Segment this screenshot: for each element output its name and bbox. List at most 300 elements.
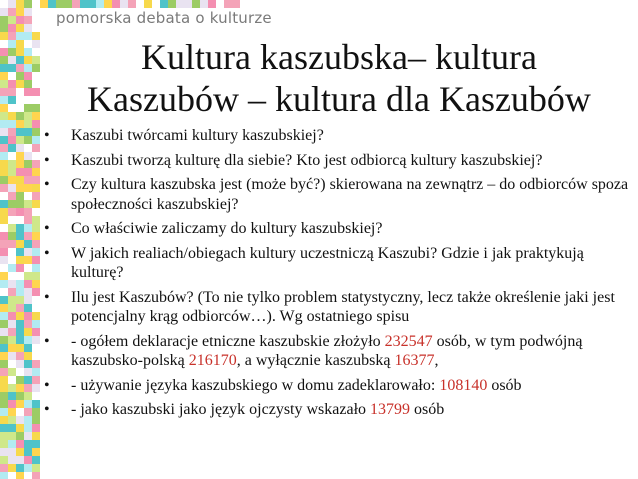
mosaic-tile [32,304,40,312]
mosaic-tile [32,72,40,80]
mosaic-tile [16,288,24,296]
mosaic-tile [32,320,40,328]
mosaic-tile [8,224,16,232]
mosaic-tile [0,448,8,456]
bullet-item [44,244,630,283]
mosaic-tile [240,0,248,8]
mosaic-tile [216,0,224,8]
mosaic-tile [224,0,232,8]
mosaic-tile [32,128,40,136]
mosaic-tile [0,104,8,112]
mosaic-tile [8,208,16,216]
mosaic-tile [24,192,32,200]
census-number-ethnic-total: 232547 [384,332,433,350]
mosaic-tile [32,200,40,208]
bullet-text [71,333,582,370]
mosaic-tile [32,120,40,128]
mosaic-tile [32,328,40,336]
slide-title-line-2: Kaszubów – kultura dla Kaszubów [87,79,591,119]
mosaic-tile [24,176,32,184]
mosaic-tile [16,408,24,416]
mosaic-tile [8,192,16,200]
mosaic-tile [32,280,40,288]
mosaic-tile [24,320,32,328]
mosaic-tile [16,360,24,368]
mosaic-tile [0,296,8,304]
bullet-item [44,175,630,214]
mosaic-tile [8,280,16,288]
mosaic-tile [16,376,24,384]
mosaic-tile [32,464,40,472]
mosaic-tile [24,472,32,479]
mosaic-tile [32,296,40,304]
bullet-list [44,126,630,425]
mosaic-tile [8,344,16,352]
mosaic-tile [32,360,40,368]
mosaic-tile [48,0,56,8]
mosaic-tile [24,224,32,232]
bullet-icon: • [44,244,50,262]
mosaic-tile [0,48,8,56]
mosaic-tile [16,152,24,160]
mosaic-tile [0,256,8,264]
mosaic-tile [0,312,8,320]
mosaic-tile [8,456,16,464]
mosaic-tile [16,72,24,80]
mosaic-tile [8,400,16,408]
mosaic-tile [16,440,24,448]
mosaic-tile [16,200,24,208]
mosaic-tile [0,360,8,368]
mosaic-tile [152,0,160,8]
mosaic-tile [16,208,24,216]
mosaic-tile [32,424,40,432]
bullet-icon: • [44,376,50,394]
census-number-mother-tongue: 13799 [370,401,411,418]
mosaic-tile [32,224,40,232]
mosaic-tile [24,440,32,448]
bullet-text-part: , a wyłącznie kaszubską [236,352,395,369]
mosaic-tile [0,408,8,416]
mosaic-tile [24,312,32,320]
mosaic-tile [24,256,32,264]
mosaic-tile [0,208,8,216]
mosaic-tile [144,0,152,8]
mosaic-tile [8,288,16,296]
mosaic-tile [32,144,40,152]
mosaic-tile [16,464,24,472]
mosaic-tile [0,0,8,8]
bullet-text-part: - używanie języka kaszubskiego w domu zadeklarowało: [71,376,440,394]
mosaic-tile [24,240,32,248]
mosaic-tile [16,96,24,104]
mosaic-tile [232,0,240,8]
mosaic-tile [8,0,16,8]
mosaic-tile [0,72,8,80]
mosaic-tile [0,376,8,384]
mosaic-tile [24,152,32,160]
mosaic-tile [0,424,8,432]
mosaic-tile [0,416,8,424]
mosaic-tile [32,400,40,408]
mosaic-tile [8,144,16,152]
bullet-text: W jakich realiach/obiegach kultury uczestniczą Kaszubi? Gdzie i jak praktykują kulturę? [71,244,584,281]
mosaic-tile [32,232,40,240]
mosaic-tile [200,0,208,8]
mosaic-tile [0,224,8,232]
bullet-icon: • [44,127,50,144]
mosaic-tile [16,120,24,128]
mosaic-tile [16,176,24,184]
mosaic-tile [16,32,24,40]
mosaic-tile [0,272,8,280]
mosaic-tile [8,8,16,16]
mosaic-tile [0,216,8,224]
mosaic-tile [16,400,24,408]
mosaic-tile [16,232,24,240]
mosaic-tile [16,256,24,264]
mosaic-tile [24,64,32,72]
mosaic-tile [0,368,8,376]
mosaic-tile [24,384,32,392]
mosaic-tile [24,344,32,352]
mosaic-tile [24,216,32,224]
mosaic-tile [0,128,8,136]
mosaic-tile [8,312,16,320]
mosaic-tile [16,112,24,120]
mosaic-tile [24,360,32,368]
mosaic-tile [24,96,32,104]
mosaic-tile [176,0,184,8]
bullet-item [44,332,630,371]
mosaic-tile [24,48,32,56]
bullet-text [71,401,444,418]
mosaic-tile [16,160,24,168]
mosaic-tile [8,464,16,472]
mosaic-tile [0,40,8,48]
mosaic-tile [0,96,8,104]
mosaic-tile [16,416,24,424]
mosaic-tile [16,240,24,248]
mosaic-tile [24,464,32,472]
mosaic-tile [16,384,24,392]
mosaic-tile [8,248,16,256]
mosaic-tile [0,264,8,272]
mosaic-tile [8,104,16,112]
mosaic-tile [24,144,32,152]
mosaic-tile [24,424,32,432]
mosaic-tile [16,168,24,176]
mosaic-tile [168,0,176,8]
mosaic-tile [32,288,40,296]
mosaic-tile [16,128,24,136]
mosaic-tile [32,136,40,144]
mosaic-tile [8,296,16,304]
mosaic-tile [112,0,120,8]
mosaic-tile [0,248,8,256]
mosaic-tile [8,448,16,456]
mosaic-tile [24,280,32,288]
mosaic-tile [8,160,16,168]
mosaic-tile [24,72,32,80]
mosaic-tile [0,456,8,464]
mosaic-tile [32,24,40,32]
mosaic-tile [8,336,16,344]
mosaic-tile [32,112,40,120]
census-number-double-identity: 216170 [188,352,237,369]
mosaic-tile [32,336,40,344]
mosaic-tile [32,432,40,440]
mosaic-tile [16,8,24,16]
mosaic-tile [8,440,16,448]
mosaic-tile [16,248,24,256]
mosaic-tile [16,104,24,112]
mosaic-tile [8,128,16,136]
mosaic-tile [8,88,16,96]
mosaic-tile [8,432,16,440]
bullet-text-part: - jako kaszubski jako język ojczysty wskazało [71,401,371,418]
mosaic-tile [8,16,16,24]
mosaic-tile [0,88,8,96]
mosaic-tile [24,248,32,256]
mosaic-tile [24,40,32,48]
mosaic-tile [32,376,40,384]
mosaic-tile [8,256,16,264]
mosaic-tile [32,392,40,400]
mosaic-tile [8,232,16,240]
mosaic-tile [24,408,32,416]
mosaic-tile [8,152,16,160]
mosaic-tile [96,0,104,8]
mosaic-tile [16,24,24,32]
mosaic-tile [16,64,24,72]
mosaic-tile [8,120,16,128]
mosaic-tile [24,400,32,408]
mosaic-tile [16,80,24,88]
bullet-text-part: osób, w tym podwójną kaszubsko-polską [71,332,583,369]
mosaic-tile [192,0,200,8]
brand-logo-text: pomorska debata o kulturze [56,9,272,27]
bullet-item [44,219,630,239]
mosaic-tile [16,272,24,280]
mosaic-tile [8,136,16,144]
bullet-text-part: , [434,352,439,369]
mosaic-tile [8,200,16,208]
census-number-home-language: 108140 [439,376,488,394]
decorative-mosaic-left [0,0,40,479]
mosaic-tile [8,328,16,336]
mosaic-tile [8,184,16,192]
mosaic-tile [32,88,40,96]
mosaic-tile [16,40,24,48]
mosaic-tile [0,280,8,288]
mosaic-tile [0,184,8,192]
mosaic-tile [0,464,8,472]
mosaic-tile [32,256,40,264]
mosaic-tile [16,224,24,232]
mosaic-tile [0,168,8,176]
mosaic-tile [0,200,8,208]
mosaic-tile [0,440,8,448]
mosaic-tile [8,376,16,384]
mosaic-tile [0,24,8,32]
mosaic-tile [32,368,40,376]
mosaic-tile [8,384,16,392]
mosaic-tile [0,232,8,240]
mosaic-tile [0,192,8,200]
mosaic-tile [16,392,24,400]
mosaic-tile [8,272,16,280]
mosaic-tile [32,80,40,88]
mosaic-tile [24,168,32,176]
mosaic-tile [16,472,24,479]
mosaic-tile [8,216,16,224]
mosaic-tile [8,176,16,184]
mosaic-tile [0,384,8,392]
mosaic-tile [32,208,40,216]
mosaic-tile [24,416,32,424]
mosaic-tile [8,240,16,248]
bullet-text-part: osób [410,401,445,418]
mosaic-tile [0,8,8,16]
mosaic-tile [8,304,16,312]
mosaic-tile [128,0,136,8]
mosaic-tile [8,112,16,120]
mosaic-tile [0,144,8,152]
bullet-item [44,126,630,146]
mosaic-tile [24,392,32,400]
mosaic-tile [32,104,40,112]
mosaic-tile [16,368,24,376]
mosaic-tile [16,448,24,456]
mosaic-tile [24,328,32,336]
bullet-text: Ilu jest Kaszubów? (To nie tylko problem statystyczny, lecz także określenie jaki jest potencjalny krąg odbiorców…). Wg ostatniego spisu [71,288,615,325]
mosaic-tile [8,72,16,80]
mosaic-tile [16,144,24,152]
mosaic-tile [8,352,16,360]
mosaic-tile [8,40,16,48]
mosaic-tile [24,104,32,112]
mosaic-tile [136,0,144,8]
mosaic-tile [32,312,40,320]
mosaic-tile [16,320,24,328]
mosaic-tile [8,56,16,64]
mosaic-tile [8,24,16,32]
mosaic-tile [16,304,24,312]
mosaic-tile [8,320,16,328]
mosaic-tile [8,424,16,432]
mosaic-tile [40,0,48,8]
mosaic-tile [16,48,24,56]
mosaic-tile [8,392,16,400]
mosaic-tile [0,64,8,72]
mosaic-tile [0,336,8,344]
mosaic-tile [16,56,24,64]
mosaic-tile [24,136,32,144]
bullet-icon: • [44,220,50,237]
mosaic-tile [0,136,8,144]
bullet-text: Co właściwie zaliczamy do kultury kaszubskiej? [71,220,383,237]
bullet-item [44,400,630,420]
mosaic-tile [32,448,40,456]
mosaic-tile [24,304,32,312]
mosaic-tile [24,0,32,8]
decorative-mosaic-top [40,0,250,8]
mosaic-tile [0,328,8,336]
mosaic-tile [0,152,8,160]
mosaic-tile [24,112,32,120]
mosaic-tile [24,56,32,64]
mosaic-tile [24,200,32,208]
bullet-text: Czy kultura kaszubska jest (może być?) skierowana na zewnątrz – do odbiorców spoza społeczności kaszubskiej? [71,176,629,213]
mosaic-tile [0,160,8,168]
mosaic-tile [8,360,16,368]
mosaic-tile [16,344,24,352]
mosaic-tile [24,288,32,296]
mosaic-tile [120,0,128,8]
bullet-item [44,288,630,327]
bullet-item [44,151,630,171]
mosaic-tile [16,88,24,96]
mosaic-tile [56,0,64,8]
mosaic-tile [32,184,40,192]
mosaic-tile [32,240,40,248]
mosaic-tile [24,80,32,88]
mosaic-tile [16,16,24,24]
mosaic-tile [8,368,16,376]
census-number-kashubian-only: 16377 [394,352,435,369]
bullet-text [71,377,522,394]
mosaic-tile [16,0,24,8]
mosaic-tile [0,288,8,296]
mosaic-tile [0,392,8,400]
mosaic-tile [64,0,72,8]
mosaic-tile [16,456,24,464]
mosaic-tile [24,448,32,456]
mosaic-tile [88,0,96,8]
mosaic-tile [32,456,40,464]
mosaic-tile [16,296,24,304]
mosaic-tile [8,416,16,424]
mosaic-tile [16,280,24,288]
mosaic-tile [32,248,40,256]
mosaic-tile [32,0,40,8]
mosaic-tile [16,328,24,336]
mosaic-tile [16,184,24,192]
mosaic-tile [16,312,24,320]
mosaic-tile [32,8,40,16]
mosaic-tile [104,0,112,8]
bullet-text-part: - ogółem deklaracje etniczne kaszubskie złożyło [71,332,385,350]
mosaic-tile [32,168,40,176]
mosaic-tile [32,384,40,392]
mosaic-tile [16,136,24,144]
mosaic-tile [32,408,40,416]
mosaic-tile [8,48,16,56]
mosaic-tile [32,16,40,24]
mosaic-tile [32,160,40,168]
mosaic-tile [24,208,32,216]
mosaic-tile [24,120,32,128]
mosaic-tile [24,456,32,464]
mosaic-tile [16,216,24,224]
mosaic-tile [24,8,32,16]
mosaic-tile [0,472,8,479]
mosaic-tile [32,440,40,448]
mosaic-tile [248,0,250,8]
mosaic-tile [8,80,16,88]
mosaic-tile [24,272,32,280]
